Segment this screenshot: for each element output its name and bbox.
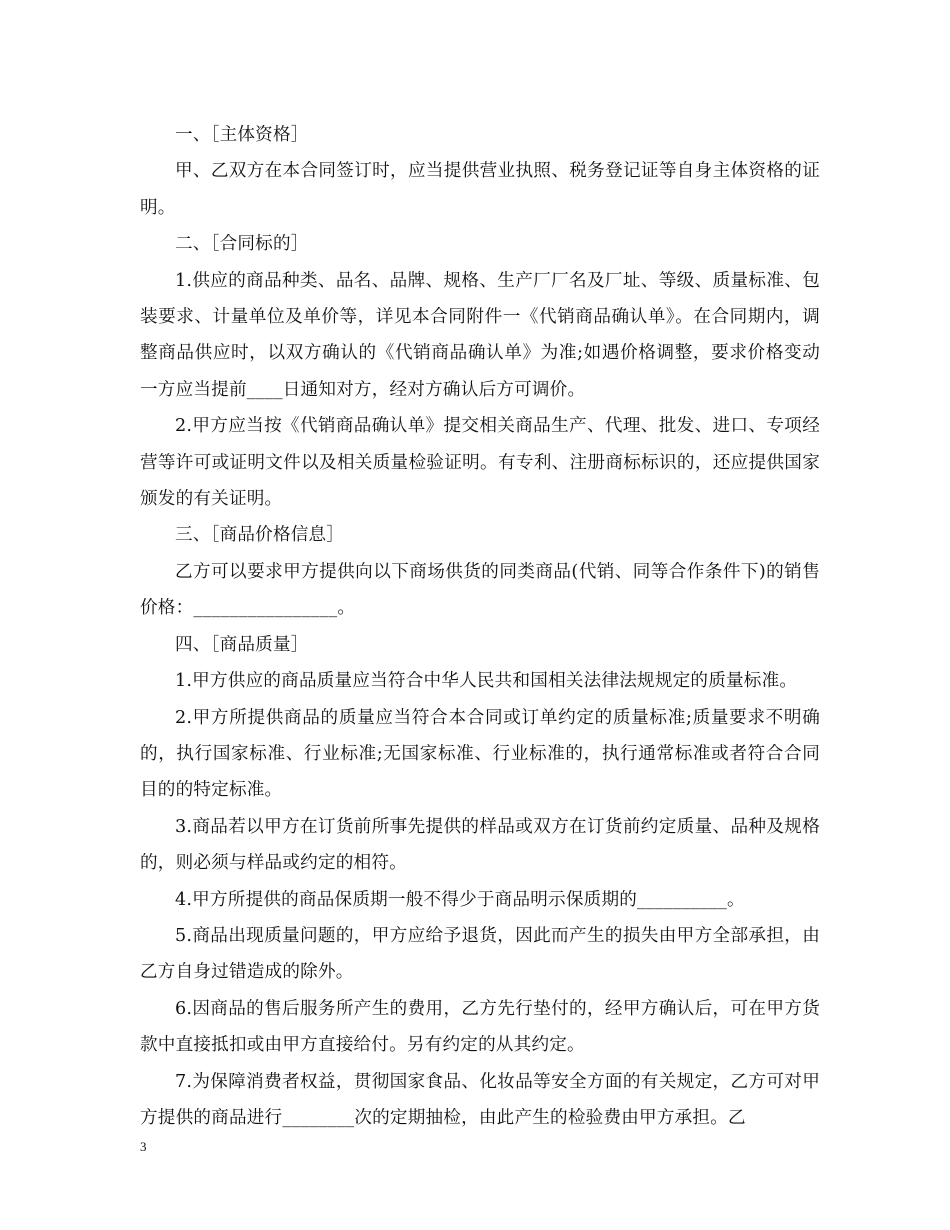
section-heading-qualification: 一、［主体资格］ [175,125,309,145]
section-heading-price-info: 三、［商品价格信息］ [175,525,345,546]
page-number: 3 [140,1139,147,1154]
paragraph: 6.因商品的售后服务所产生的费用，乙方先行垫付的，经甲方确认后，可在甲方货款中直接抵扣或由甲方直接给付。另有约定的从其约定。 [140,998,820,1056]
paragraph: 1.供应的商品种类、品名、品牌、规格、生产厂厂名及厂址、等级、质量标准、包装要求、计量单位及单价等，详见本合同附件一《代销商品确认单》。在合同期内，调整商品供应时，以双方确认的《代销商品确认单》为准;如遇价格调整，要求价格变动一方应当提前____日通知对方，经对方确认后方可调价。 [140,270,820,400]
paragraph: 2.甲方所提供商品的质量应当符合本合同或订单约定的质量标准;质量要求不明确的，执行国家标准、行业标准;无国家标准、行业标准的，执行通常标准或者符合合同目的的特定标准。 [140,707,820,801]
paragraph: 2.甲方应当按《代销商品确认单》提交相关商品生产、代理、批发、进口、专项经营等许可或证明文件以及相关质量检验证明。有专利、注册商标标识的，还应提供国家颁发的有关证明。 [140,416,820,510]
paragraph: 4.甲方所提供的商品保质期一般不得少于商品明示保质期的__________。 [175,889,745,910]
paragraph: 乙方可以要求甲方提供向以下商场供货的同类商品(代销、同等合作条件下)的销售价格：________________。 [140,561,820,619]
section-heading-contract-subject: 二、［合同标的］ [175,234,309,255]
paragraph: 1.甲方供应的商品质量应当符合中华人民共和国相关法律法规规定的质量标准。 [175,671,798,692]
document-body [140,117,820,1136]
paragraph: 5.商品出现质量问题的，甲方应给予退货，因此而产生的损失由甲方全部承担，由乙方自身过错造成的除外。 [140,925,820,983]
section-heading-quality: 四、［商品质量］ [175,634,309,655]
paragraph: 甲、乙双方在本合同签订时，应当提供营业执照、税务登记证等自身主体资格的证明。 [140,161,820,218]
paragraph: 7.为保障消费者权益，贯彻国家食品、化妆品等安全方面的有关规定，乙方可对甲方提供的商品进行________次的定期抽检，由此产生的检验费由甲方承担。乙 [140,1071,820,1128]
paragraph: 3.商品若以甲方在订货前所事先提供的样品或双方在订货前约定质量、品种及规格的，则必须与样品或约定的相符。 [140,816,820,874]
